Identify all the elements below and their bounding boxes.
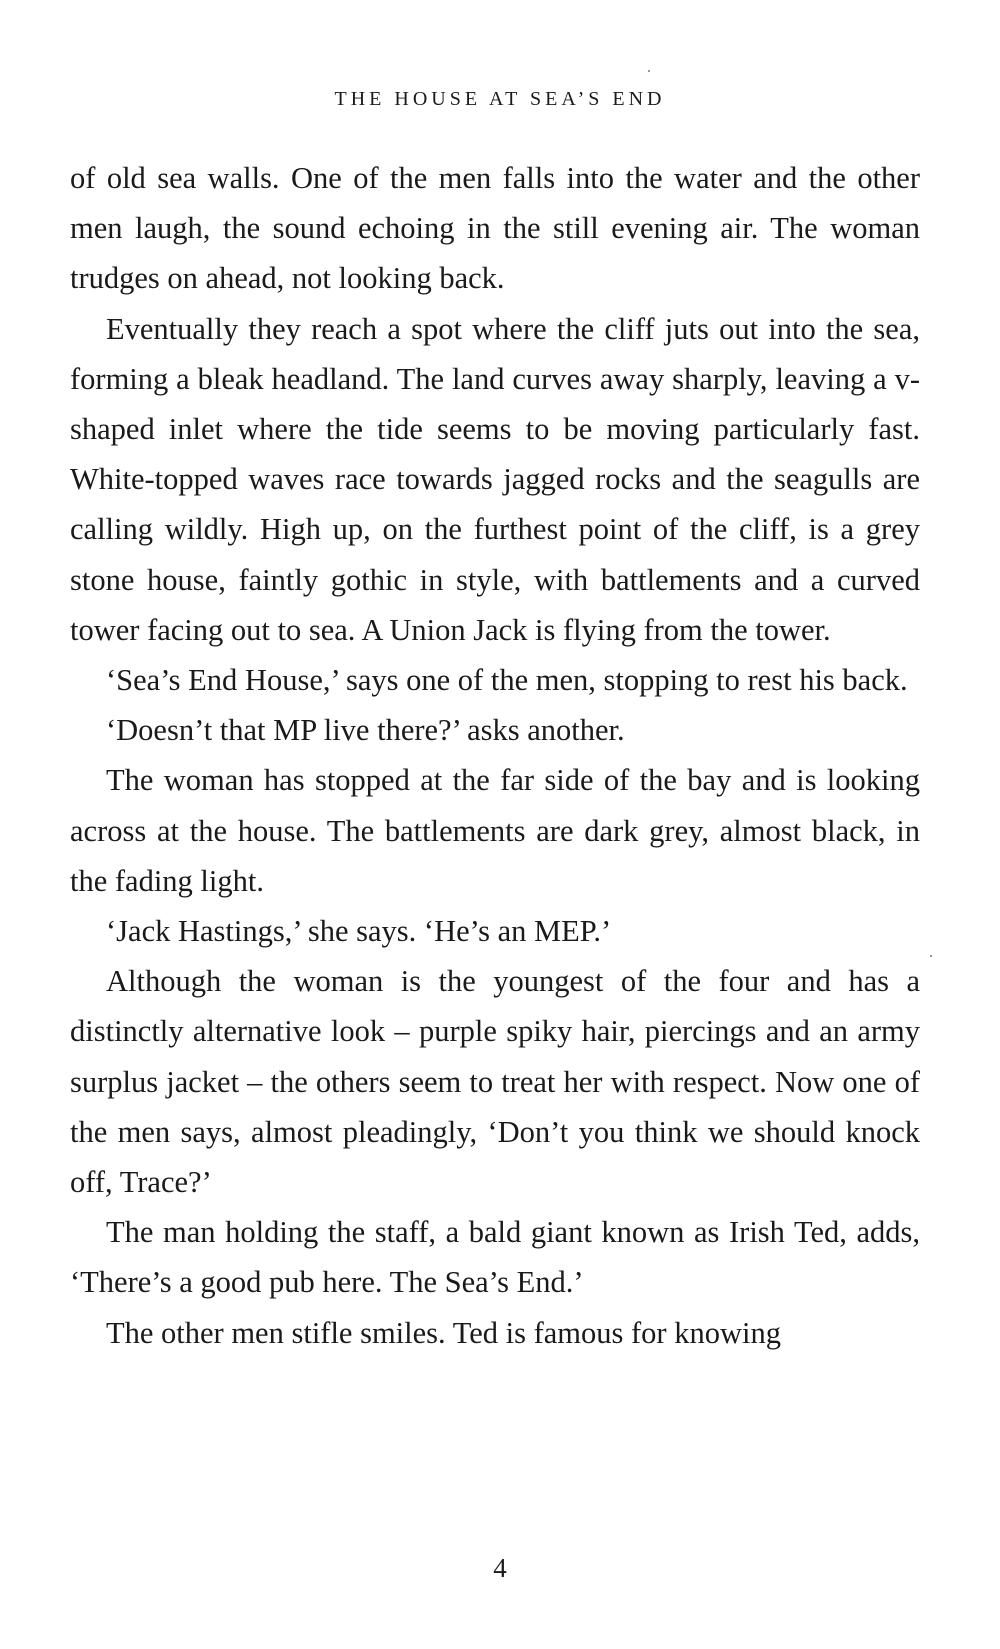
paragraph-woman-stopped: The woman has stopped at the far side of the bay and is looking across at the house. The battlements are dark grey, almost black, in the fading light.	[70, 763, 920, 898]
paragraph-stifle-smiles: The other men stifle smiles. Ted is famous for knowing	[106, 1315, 781, 1350]
paragraph-seas-end-house: ‘Sea’s End House,’ says one of the men, stopping to rest his back.	[106, 663, 908, 698]
paragraph-mp-question: ‘Doesn’t that MP live there?’ asks another.	[106, 713, 625, 748]
body-text	[70, 153, 920, 1358]
page-number: 4	[493, 1553, 507, 1583]
paragraph-irish-ted: The man holding the staff, a bald giant known as Irish Ted, adds, ‘There’s a good pub here. The Sea’s End.’	[70, 1215, 920, 1300]
paragraph-continuation: of old sea walls. One of the men falls into the water and the other men laugh, the sound echoing in the still evening air. The woman trudges on ahead, not looking back.	[70, 161, 920, 296]
scan-speck	[648, 70, 650, 72]
running-head: THE HOUSE AT SEA’S END	[334, 88, 666, 110]
paragraph-alternative-look: Although the woman is the youngest of the four and has a distinctly alternative look – purple spiky hair, piercings and an army surplus jacket – the others seem to treat her with respect. Now one of the men says, almost pleadingly, ‘Don’t you think we should knock off, Trace?’	[70, 964, 920, 1200]
paragraph-headland: Eventually they reach a spot where the cliff juts out into the sea, forming a bleak headland. The land curves away sharply, leaving a v-shaped inlet where the tide seems to be moving particularly fast. White-topped waves race towards jagged rocks and the seagulls are calling wildly. High up, on the furthest point of the cliff, is a grey stone house, faintly gothic in style, with battlements and a curved tower facing out to sea. A Union Jack is flying from the tower.	[70, 311, 920, 647]
scan-speck	[930, 955, 932, 957]
paragraph-jack-hastings: ‘Jack Hastings,’ she says. ‘He’s an MEP.’	[106, 914, 612, 949]
